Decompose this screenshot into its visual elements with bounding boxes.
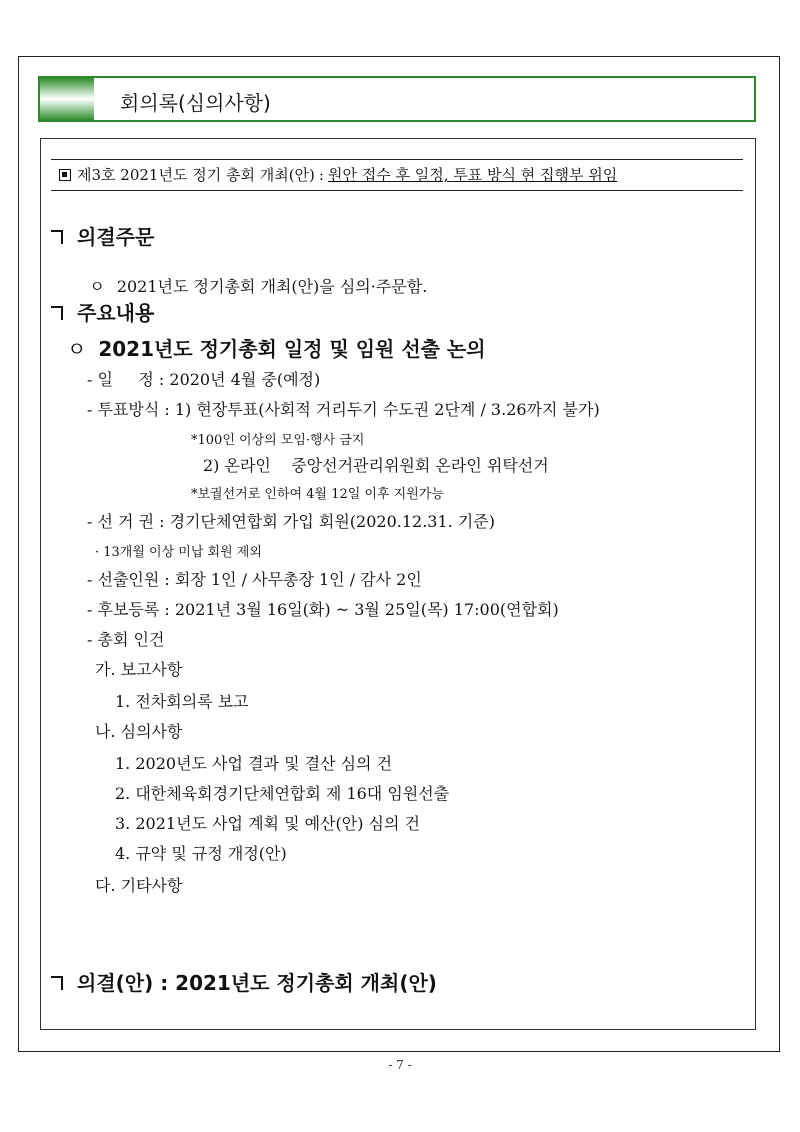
agenda-line: [59, 164, 617, 185]
corner-bracket-icon: [51, 976, 63, 990]
agenda-detail: 원안 접수 후 일정, 투표 방식 현 집행부 위임: [327, 166, 618, 184]
detail-line: - 선 거 권 : 경기단체연합회 가입 회원(2020.12.31. 기준): [87, 512, 495, 531]
agenda-group-label: 나. 심의사항: [95, 722, 183, 741]
agenda-group-item: 3. 2021년도 사업 계획 및 예산(안) 심의 건: [115, 814, 420, 833]
detail-line: - 투표방식 : 1) 현장투표(사회적 거리두기 수도권 2단계 / 3.26까지 불가): [87, 400, 600, 419]
agenda-separator: :: [318, 166, 324, 184]
section-heading-resolution: 의결(안) : 2021년도 정기총회 개최(안): [51, 967, 437, 996]
detail-note: *보궐선거로 인하여 4월 12일 이후 지원가능: [191, 487, 444, 502]
detail-line: - 선출인원 : 회장 1인 / 사무총장 1인 / 감사 2인: [87, 570, 422, 589]
page-number: - 7 -: [388, 1058, 412, 1072]
main-content-subheading: ㅇ 2021년도 정기총회 일정 및 임원 선출 논의: [67, 333, 486, 362]
corner-bracket-icon: [51, 230, 63, 244]
detail-line: - 일 정 : 2020년 4월 중(예정): [87, 370, 321, 389]
corner-bracket-icon: [51, 306, 63, 320]
detail-line: - 후보등록 : 2021년 3월 16일(화) ~ 3월 25일(목) 17:00(연합회): [87, 600, 559, 619]
title-accent-tab: [40, 78, 94, 120]
resolution-order-text: ㅇ 2021년도 정기총회 개최(안)을 심의·주문함.: [69, 255, 427, 316]
section-heading-main-content: 주요내용: [51, 297, 154, 326]
agenda-group-item: 1. 전차회의록 보고: [115, 692, 249, 711]
agenda-bar: [51, 159, 743, 191]
detail-note: *100인 이상의 모임·행사 금지: [191, 433, 365, 448]
agenda-group-item: 2. 대한체육회경기단체연합회 제 16대 임원선출: [115, 784, 450, 803]
circle-bullet-icon: ㅇ: [89, 277, 105, 296]
title-box: [38, 76, 756, 122]
agenda-group-item: 4. 규약 및 규정 개정(안): [115, 844, 287, 863]
content-box: [40, 138, 756, 1030]
detail-note: · 13개월 이상 미납 회원 제외: [95, 545, 262, 560]
detail-line: 2) 온라인 중앙선거관리위원회 온라인 위탁선거: [203, 456, 549, 475]
detail-line: - 총회 인건: [87, 630, 165, 649]
agenda-group-label: 가. 보고사항: [95, 660, 183, 679]
agenda-item: 제3호 2021년도 정기 총회 개최(안): [77, 166, 315, 184]
section-heading-resolution-order: 의결주문: [51, 221, 154, 250]
page-title: 회의록(심의사항): [120, 91, 271, 115]
circle-bullet-icon: ㅇ: [67, 337, 87, 361]
agenda-group-item: 1. 2020년도 사업 결과 및 결산 심의 건: [115, 754, 393, 773]
agenda-group-label: 다. 기타사항: [95, 876, 183, 895]
filled-square-icon: [59, 169, 71, 181]
